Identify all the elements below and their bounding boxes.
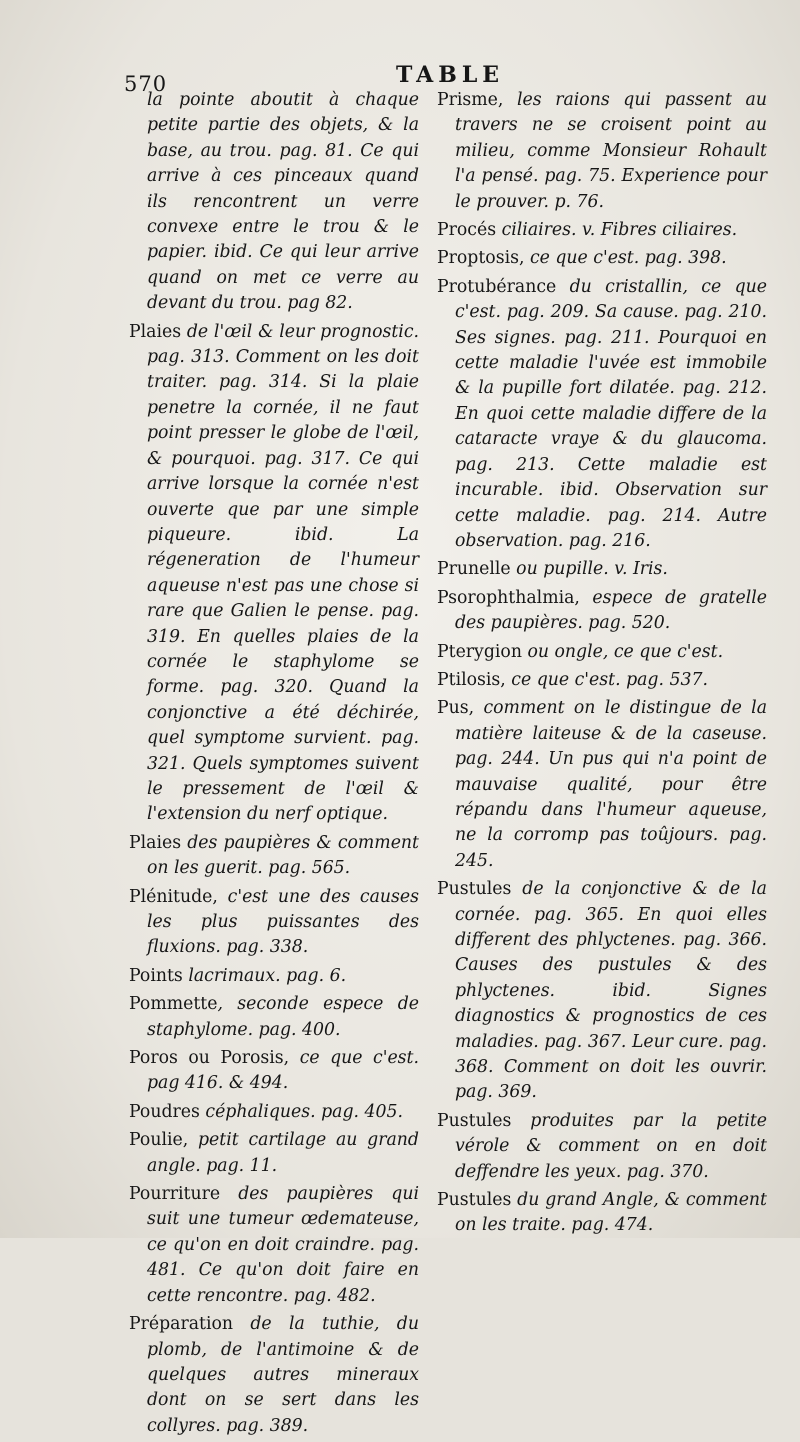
index-entry: Prunelle ou pupille. v. Iris. [437,559,668,580]
index-entry: Pommette, seconde espece de staphylome. pag. 400. [129,994,419,1040]
index-entry: Poulie, petit cartilage au grand angle. pag. 11. [129,1130,419,1176]
index-entry: Plaies des paupières & comment on les guerit. pag. 565. [129,832,419,879]
index-entry: Pustules du grand Angle, & comment on les traite. pag. 474. [437,1190,767,1236]
index-entry: Psorophthalmia, espece de gratelle des paupières. pag. 520. [437,587,767,634]
index-entry: Pterygion ou ongle, ce que c'est. [437,641,724,662]
index-entry: Plaies de l'œil & leur prognostic. pag. 313. Comment on les doit traiter. pag. 314. Si la plaie penetre la cornée, il ne faut point presser le globe de l'œil, & pourquoi. pag. 317. Ce qui arrive lorsque la cornée n'est ouverte que par une simple piqueure. ibid. La régeneration de l'humeur aqueuse n'est pas une chose si rare que Galien le pense. pag. 319. En quelles plaies de la cornée le staphylome se forme. pag. 320. Quand la conjonctive a été déchirée, quel symptome survient. pag. 321. Quels symptomes suivent le pressement de l'œil & l'extension du nerf optique. [129,321,419,825]
page-number: 570 [124,72,168,96]
index-entry: Protubérance du cristallin, ce que c'est. pag. 209. Sa cause. pag. 210. Ses signes. pag. 211. Pourquoi en cette maladie l'uvée est immobile & la pupille fort dilatée. pag. 212. En quoi cette maladie differe de la cataracte vraye & du glaucoma. pag. 213. Cette maladie est incurable. ibid. Observation sur cette maladie. pag. 214. Autre observation. pag. 216. [437,276,767,551]
index-entry: Poros ou Porosis, ce que c'est. pag 416. & 494. [129,1048,419,1094]
index-column-left [129,88,419,1442]
index-entry: Poudres céphaliques. pag. 405. [129,1101,404,1122]
running-title: TABLE [396,62,505,88]
index-entry: Points lacrimaux. pag. 6. [129,965,347,986]
index-column-right [437,88,767,1242]
index-entry: Procés ciliaires. v. Fibres ciliaires. [437,220,738,241]
index-entry: Prisme, les raions qui passent au travers ne se croisent point au milieu, comme Monsieur Rohault l'a pensé. pag. 75. Experience pour le prouver. p. 76. [437,90,767,212]
index-entry: Pourriture des paupières qui suit une tumeur œdemateuse, ce qu'on en doit craindre. pag. 481. Ce qu'on doit faire en cette rencontre. pag. 482. [129,1184,419,1306]
index-entry: la pointe aboutit à chaque petite partie des objets, & la base, au trou. pag. 81. Ce qui arrive à ces pinceaux quand ils rencontrent un verre convexe entre le trou & le papier. ibid. Ce qui leur arrive quand on met ce verre au devant du trou. pag 82. [147,90,419,314]
index-entry: Pus, comment on le distingue de la matière laiteuse & de la caseuse. pag. 244. Un pus qui n'a point de mauvaise qualité, pour être répandu dans l'humeur aqueuse, ne la corromp pas toûjours. pag. 245. [437,698,767,871]
index-entry: Pustules de la conjonctive & de la cornée. pag. 365. En quoi elles different des phlyctenes. pag. 366. Causes des pustules & des phlyctenes. ibid. Signes diagnostics & prognostics de ces maladies. pag. 367. Leur cure. pag. 368. Comment on doit les ouvrir. pag. 369. [437,879,767,1103]
index-entry: Ptilosis, ce que c'est. pag. 537. [437,669,708,690]
index-entry: Pustules produites par la petite vérole & comment on en doit deffendre les yeux. pag. 370. [437,1110,767,1182]
index-entry: Préparation de la tuthie, du plomb, de l'antimoine & de quelques autres mineraux dont on se sert dans les collyres. pag. 389. [129,1314,419,1436]
index-entry: Plénitude, c'est une des causes les plus puissantes des fluxions. pag. 338. [129,886,420,958]
index-entry: Proptosis, ce que c'est. pag. 398. [437,248,727,269]
